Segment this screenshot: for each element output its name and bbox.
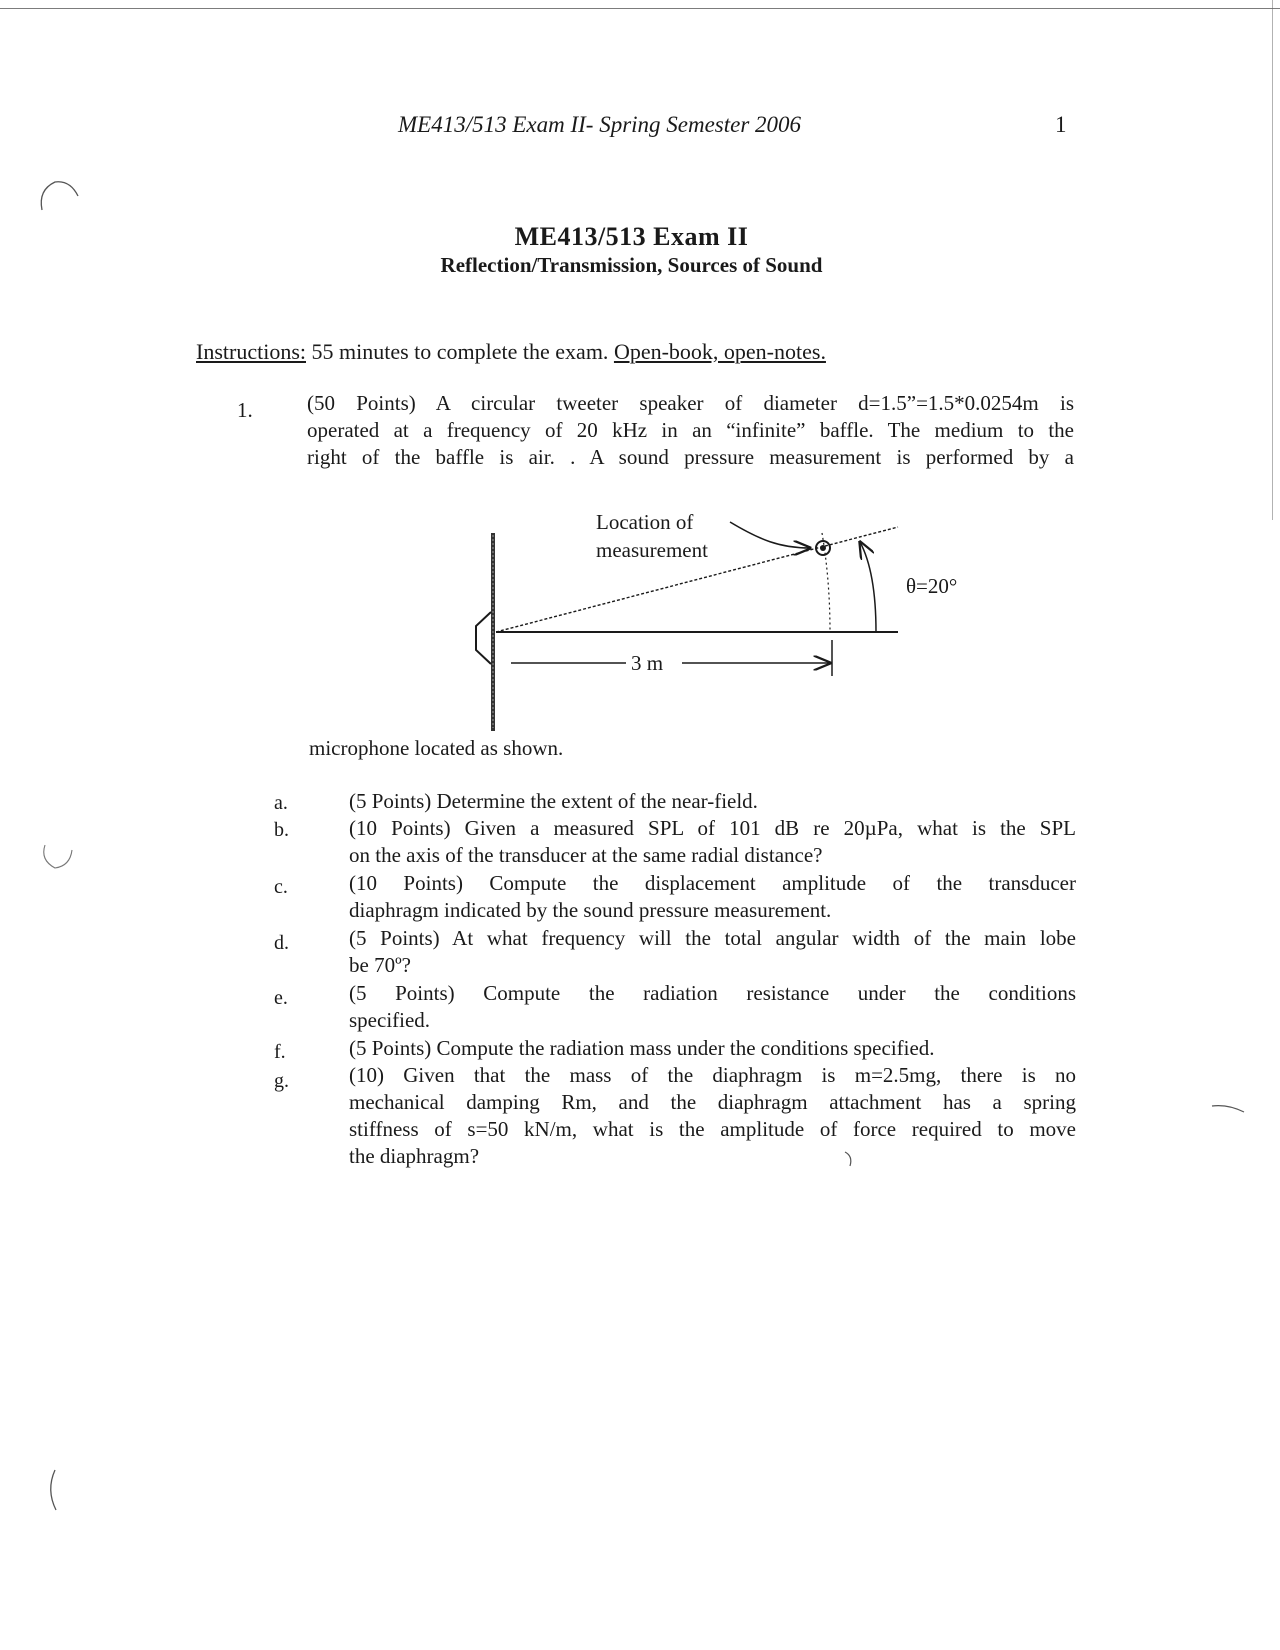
- angle-label: θ=20°: [906, 574, 958, 598]
- part-line: the diaphragm?: [349, 1144, 480, 1168]
- part-line: (10 Points) Given a measured SPL of 101 dB re 20µPa, what is the SPL: [349, 816, 1076, 840]
- part-letter: e.: [274, 987, 288, 1009]
- part-line: (10 Points) Compute the displacement amplitude of the transducer: [349, 871, 1076, 895]
- part-letter: c.: [274, 876, 288, 898]
- part-line: diaphragm indicated by the sound pressure measurement.: [349, 898, 832, 922]
- part-line: (5 Points) Determine the extent of the near-field.: [349, 789, 758, 813]
- part-letter: g.: [274, 1070, 289, 1092]
- part-line: (5 Points) Compute the radiation resistance under the conditions: [349, 981, 1076, 1005]
- exam-subtitle: Reflection/Transmission, Sources of Sound: [440, 253, 823, 277]
- part-line: (5 Points) At what frequency will the total angular width of the main lobe: [349, 926, 1076, 950]
- punch-hole-mark: [51, 1470, 56, 1510]
- part-line: be 70º?: [349, 953, 411, 977]
- instructions-text: 55 minutes to complete the exam.: [306, 339, 614, 364]
- location-label-line1: Location of: [596, 510, 694, 534]
- question-continuation: microphone located as shown.: [309, 736, 564, 760]
- part-letter: f.: [274, 1041, 286, 1063]
- instructions-emphasis: Open-book, open-notes.: [613, 339, 826, 364]
- part-line: specified.: [349, 1008, 431, 1032]
- scan-mark: [845, 1152, 851, 1166]
- part-letter: d.: [274, 932, 289, 954]
- punch-hole-mark: [44, 845, 72, 868]
- part-line: mechanical damping Rm, and the diaphragm attachment has a spring: [349, 1090, 1076, 1114]
- scan-mark: [1212, 1106, 1244, 1112]
- part-line: on the axis of the transducer at the same radial distance?: [349, 843, 823, 867]
- part-letter: a.: [274, 792, 288, 814]
- question-line: (50 Points) A circular tweeter speaker of diameter d=1.5”=1.5*0.0254m is: [307, 391, 1074, 415]
- location-label-line2: measurement: [596, 538, 708, 562]
- exam-title: ME413/513 Exam II: [514, 222, 749, 251]
- part-line: stiffness of s=50 kN/m, what is the amplitude of force required to move: [349, 1117, 1076, 1141]
- page-number: 1: [1055, 112, 1067, 137]
- question-line: operated at a frequency of 20 kHz in an “infinite” baffle. The medium to the: [307, 418, 1074, 442]
- part-line: (10) Given that the mass of the diaphragm is m=2.5mg, there is no: [349, 1063, 1076, 1087]
- part-letter: b.: [274, 819, 289, 841]
- question-number: 1.: [237, 398, 253, 422]
- instructions-label: Instructions:: [196, 339, 306, 364]
- question-line: right of the baffle is air. . A sound pressure measurement is performed by a: [307, 445, 1074, 469]
- running-header: ME413/513 Exam II- Spring Semester 2006: [398, 112, 802, 137]
- distance-label: 3 m: [631, 651, 664, 675]
- punch-hole-mark: [41, 182, 78, 210]
- part-line: (5 Points) Compute the radiation mass under the conditions specified.: [349, 1036, 935, 1060]
